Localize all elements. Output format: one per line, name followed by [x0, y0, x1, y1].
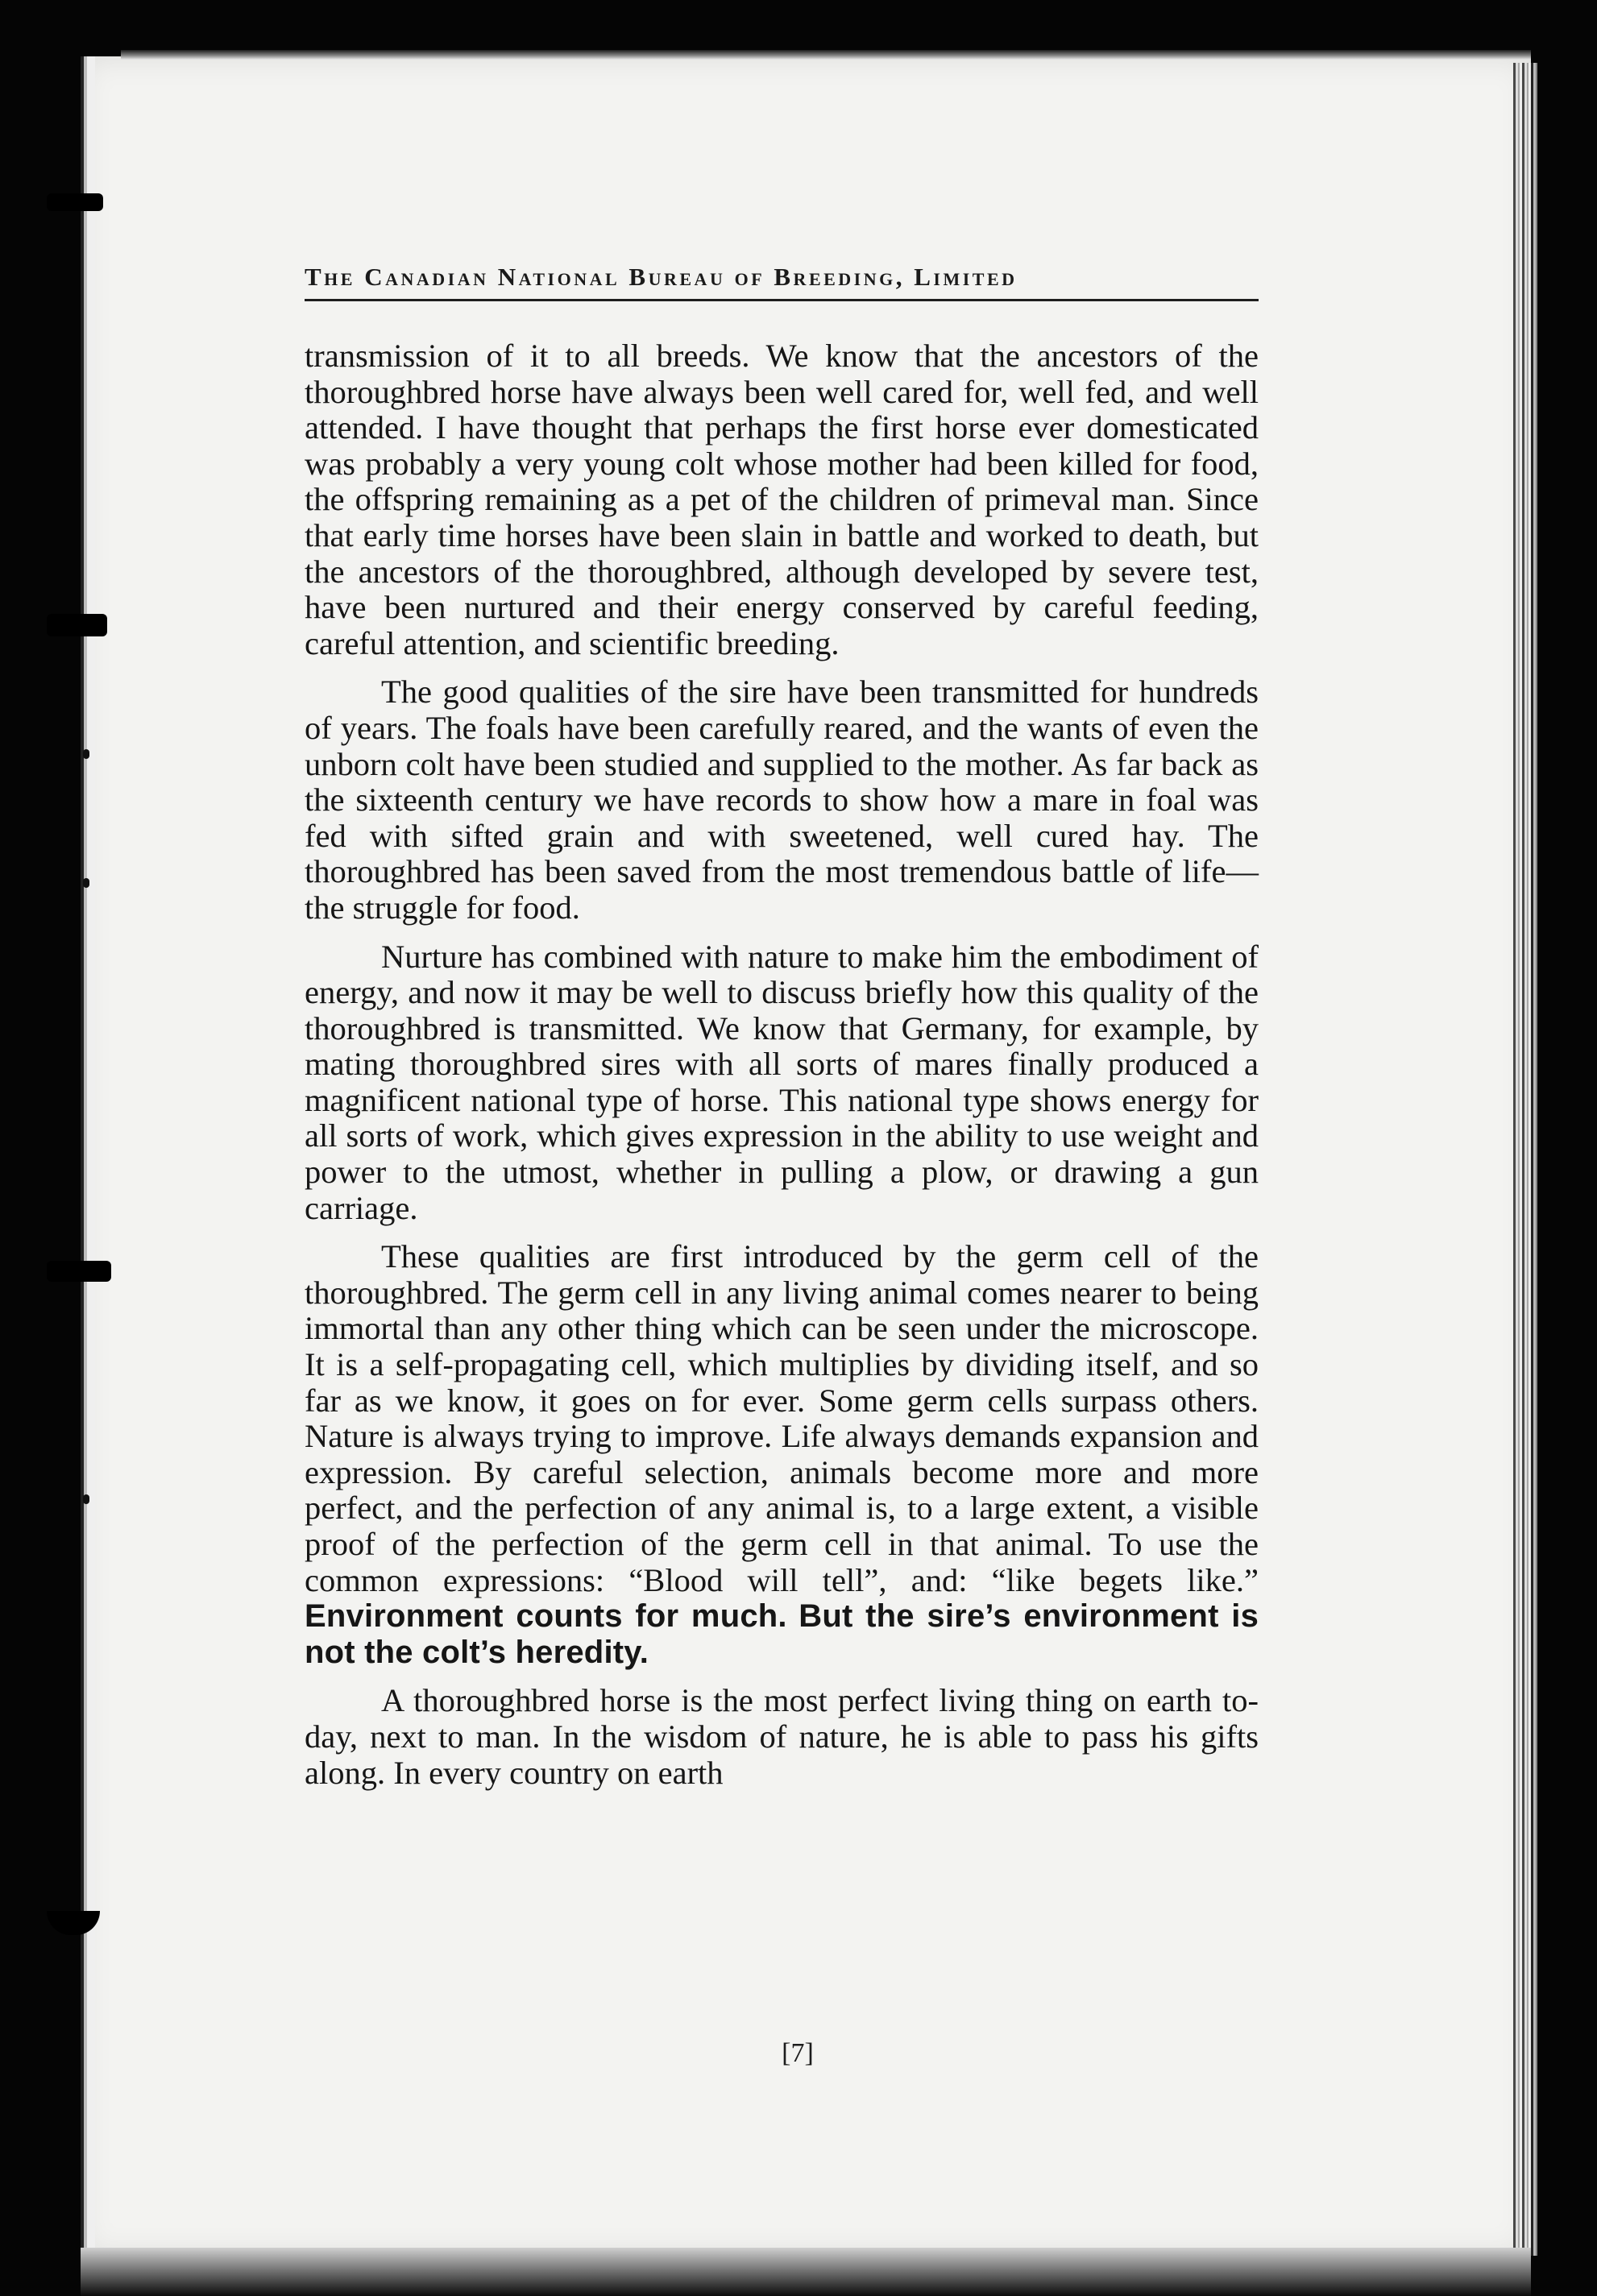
running-head-rule: [305, 299, 1259, 301]
paragraph-5: A thoroughbred horse is the most perfect living thing on earth to-day, next to man. In the wisdom of nature, he is able to pass his gifts along. In every country on earth: [305, 1682, 1259, 1791]
page-right-edge: [1513, 63, 1537, 2256]
paragraph-4: [305, 1239, 1259, 1670]
page-top-edge: [121, 50, 1531, 60]
paragraph-4-text: These qualities are first introduced by the germ cell of the thoroughbred. The germ cell in any living animal comes nearer to being immortal than any other thing which can be seen under the microscope. It is a self-propagating cell, which multiplies by dividing itself, and so far as we know, it goes on for ever. Some germ cells surpass others. Nature is always trying to improve. Life always demands expansion and expression. By careful selection, animals become more and more perfect, and the perfection of any animal is, to a large extent, a visible proof of the perfection of the germ cell in that animal. To use the common expressions: “Blood will tell”, and: “like begets like.”: [305, 1238, 1259, 1598]
binding-hole-2: [83, 878, 89, 888]
bottom-shadow: [81, 2248, 1531, 2296]
emphasis-heredity: But the sire’s environment is not the colt’s heredity.: [305, 1598, 1259, 1670]
binding-clip-2: [47, 614, 107, 636]
binding-clip-1: [47, 193, 103, 211]
paragraph-1: transmission of it to all breeds. We know that the ancestors of the thoroughbred horse have always been well cared for, well fed, and well attended. I have thought that perhaps the first horse ever domesticated was probably a very young colt whose mother had been killed for food, the offspring remaining as a pet of the children of primeval man. Since that early time horses have been slain in battle and worked to death, but the ancestors of the thoroughbred, although developed by severe test, have been nurtured and their energy conserved by careful feeding, careful attention, and scientific breeding.: [305, 338, 1259, 661]
page-number: [7]: [782, 2038, 814, 2068]
body-text: [305, 338, 1259, 1804]
binding-clip-3: [47, 1261, 111, 1282]
emphasis-environment: Environment counts for much.: [305, 1598, 787, 1635]
paragraph-2: The good qualities of the sire have been transmitted for hundreds of years. The foals have been carefully reared, and the wants of even the unborn colt have been studied and supplied to the mother. As far back as the sixteenth century we have records to show how a mare in foal was fed with sifted grain and with sweetened, well cured hay. The thoroughbred has been saved from the most tremendous battle of life—the struggle for food.: [305, 673, 1259, 926]
binding-hole-1: [83, 749, 89, 759]
binding-hole-3: [83, 1494, 89, 1504]
running-head: The Canadian National Bureau of Breeding, Limited: [305, 263, 1018, 291]
paragraph-3: Nurture has combined with nature to make him the embodiment of energy, and now it may be well to discuss briefly how this quality of the thoroughbred is transmitted. We know that Germany, for example, by mating thoroughbred sires with all sorts of mares finally produced a magnificent national type of horse. This national type shows energy for all sorts of work, which gives expression in the ability to use weight and power to the utmost, whether in pulling a plow, or drawing a gun carriage.: [305, 938, 1259, 1226]
